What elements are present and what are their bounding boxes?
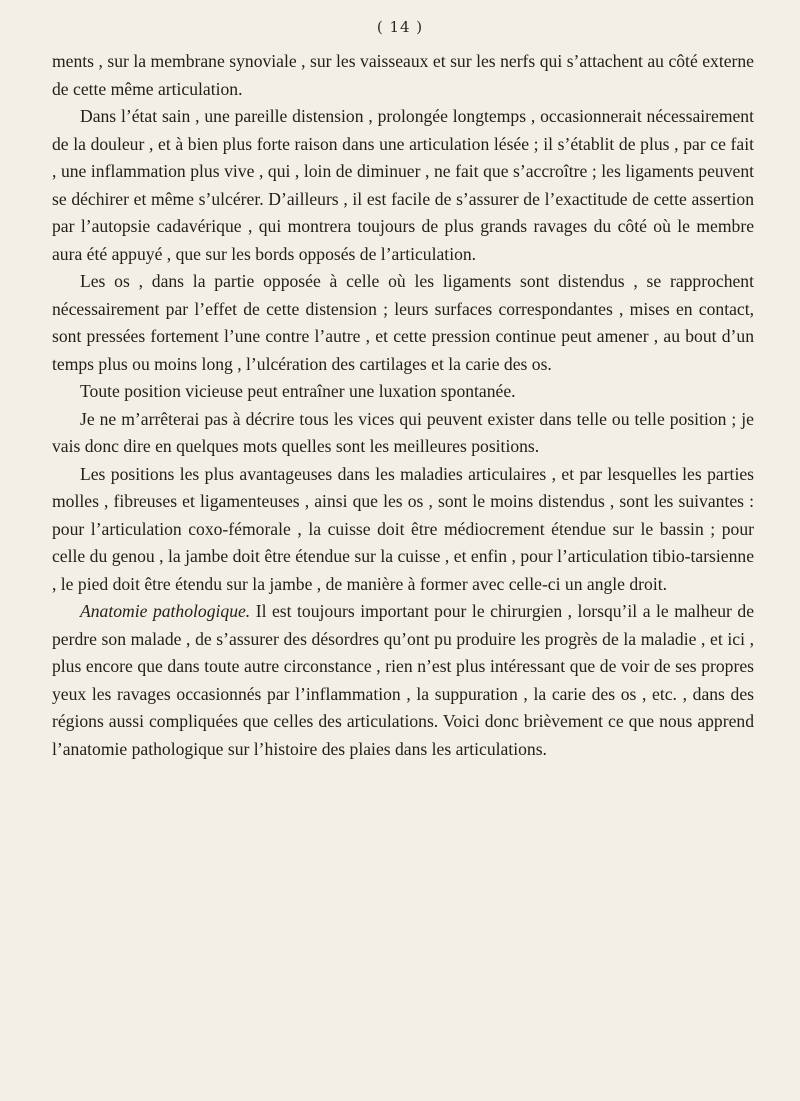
page-number: ( 14 ) xyxy=(376,18,424,36)
paragraph xyxy=(52,268,754,378)
paragraph-text: Dans l’état sain , une pareille distension , prolongée longtemps , occasionnerait nécessairement de la douleur , et à bien plus forte raison dans une articulation lésée ; il s’établit de plus , par ce fait , une inflammation plus vive , qui , loin de diminuer , ne fait que s’accroître ; les ligaments peuvent se déchirer et même s’ulcérer. D’ailleurs , il est facile de s’assurer de l’exactitude de cette assertion par l’autopsie cadavérique , qui montrera toujours de plus grands ravages du côté où le membre aura été appuyé , que sur les bords opposés de l’articulation. xyxy=(52,106,754,264)
paragraph-text: Toute position vicieuse peut entraîner une luxation spontanée. xyxy=(80,381,516,401)
paragraph xyxy=(52,103,754,268)
paragraph-text: Les os , dans la partie opposée à celle où les ligaments sont distendus , se rapprochent nécessairement par l’effet de cette distension ; leurs surfaces correspondantes , mises en contact, sont pressées fortement l’une contre l’autre , et cette pression continue peut amener , au bout d’un temps plus ou moins long , l’ulcération des cartilages et la carie des os. xyxy=(52,271,754,374)
body-text xyxy=(52,48,754,763)
section-heading: Anatomie pathologique. xyxy=(80,601,251,621)
paragraph xyxy=(52,406,754,461)
paragraph-text: Les positions les plus avantageuses dans les maladies articulaires , et par lesquelles les parties molles , fibreuses et ligamenteuses , ainsi que les os , sont le moins distendus , sont les suivantes : pour l’articulation coxo-fémorale , la cuisse doit être médiocrement étendue sur le bassin ; pour celle du genou , la jambe doit être étendue sur la cuisse , et enfin , pour l’articulation tibio-tarsienne , le pied doit être étendu sur la jambe , de manière à former avec celle-ci un angle droit. xyxy=(52,463,754,594)
paragraph-section-anatomie xyxy=(52,598,754,763)
paragraph xyxy=(52,461,754,599)
paragraph xyxy=(52,378,754,406)
paragraph-text: ments , sur la membrane synoviale , sur les vaisseaux et sur les nerfs qui s’attachent au côté externe de cette même articulation. xyxy=(52,51,754,99)
paragraph-text: Je ne m’arrêterai pas à décrire tous les vices qui peuvent exister dans telle ou telle position ; je vais donc dire en quelques mots quelles sont les meilleures positions. xyxy=(52,408,754,456)
paragraph-text: Il est toujours important pour le chirurgien , lorsqu’il a le malheur de perdre son malade , de s’assurer des désordres qu’ont pu produire les progrès de la maladie , et ici , plus encore que dans toute autre circonstance , rien n’est plus intéressant que de voir de ses propres yeux les ravages occasionnés par l’inflammation , la suppuration , la carie des os , etc. , dans des régions aussi compliquées que celles des articulations. Voici donc brièvement ce que nous apprend l’anatomie pathologique sur l’histoire des plaies dans les articulations. xyxy=(52,601,755,759)
paragraph-continuation xyxy=(52,48,754,103)
